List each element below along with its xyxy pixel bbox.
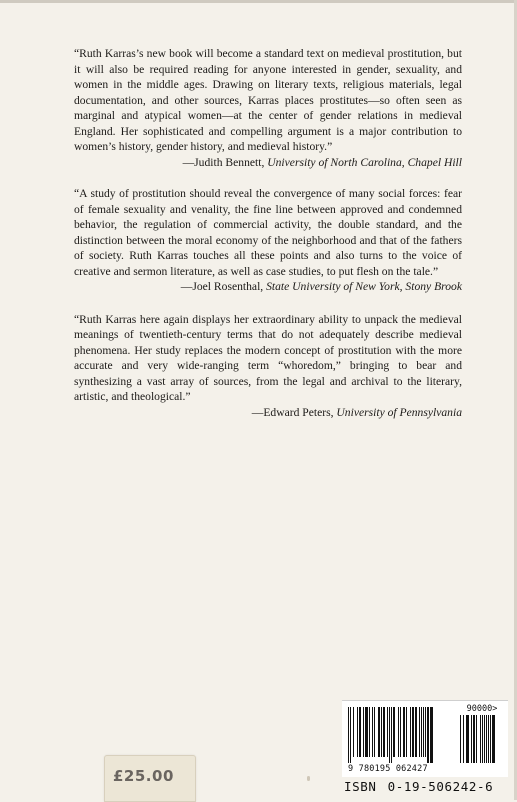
barcode-stripe bbox=[476, 715, 477, 763]
barcode-stripe bbox=[381, 707, 382, 757]
barcode-stripe bbox=[484, 715, 485, 763]
price-label: £25.00 bbox=[113, 767, 174, 785]
barcode-stripe bbox=[391, 707, 392, 763]
barcode-stripe bbox=[421, 707, 422, 757]
blurb-author: —Edward Peters, bbox=[251, 405, 337, 419]
barcode-stripe bbox=[466, 715, 469, 763]
ean-digits: 9 780195 062427 bbox=[348, 764, 428, 774]
barcode-stripe bbox=[403, 707, 405, 757]
barcode-stripe bbox=[412, 707, 414, 757]
barcode-stripe bbox=[365, 707, 368, 757]
endorsement-peters bbox=[74, 312, 462, 421]
barcode-stripe bbox=[482, 715, 483, 763]
blurb-quote: “A study of prostitution should reveal the convergence of many social forces: fear of female sexuality and venality, the fine line between approved and condemned behavior, the regulation of commercial activity, the double standard, and the distinction between the moral economy of the neighborhood and that of the fathers of society. Ruth Karras touches all these points and also turns to the voice of creative and sermon literature, as well as case studies, to put flesh on the tale.” bbox=[74, 187, 462, 278]
cover-top-edge bbox=[0, 0, 517, 3]
barcode-stripe bbox=[348, 707, 349, 763]
barcode-stripe bbox=[480, 715, 481, 763]
ean-barcode bbox=[348, 707, 453, 763]
blurb-quote: “Ruth Karras’s new book will become a standard text on medieval prostitution, but it will also be required reading for anyone interested in gender, sexuality, and women in the middle ages. Drawing on literary texts, religious materials, legal documentation, and other sources, Karras places prostitutes—so often seen as marginal and atypical women—at the center of gender relations in medieval England. Her sophisticated and compelling argument is a major contribution to women’s history, gender history, and medieval history.” bbox=[74, 47, 462, 153]
blurb-attribution bbox=[74, 155, 462, 171]
barcode-stripe bbox=[410, 707, 411, 757]
barcode-stripe bbox=[471, 715, 472, 763]
barcode-stripe bbox=[463, 715, 464, 763]
barcode-stripe bbox=[430, 707, 433, 763]
blurb-institution: State University of New York, Stony Brook bbox=[266, 280, 462, 293]
barcode-stripe bbox=[486, 715, 487, 763]
isbn-number: ISBN 0-19-506242-6 bbox=[344, 779, 494, 794]
barcode-stripe bbox=[492, 715, 495, 763]
barcode-stripe bbox=[473, 715, 475, 763]
blurb-attribution bbox=[74, 405, 462, 421]
price-addon-barcode bbox=[460, 715, 504, 763]
price-addon-digits: 90000> bbox=[466, 704, 498, 714]
barcode-stripe bbox=[393, 707, 395, 757]
barcode-stripe bbox=[357, 707, 358, 757]
barcode-stripe bbox=[363, 707, 364, 757]
price-sticker bbox=[104, 755, 196, 802]
barcode-stripe bbox=[419, 707, 420, 757]
blurb-attribution bbox=[74, 279, 462, 295]
barcode-stripe bbox=[400, 707, 401, 757]
barcode-stripe bbox=[406, 707, 407, 757]
barcode-stripe bbox=[387, 707, 388, 757]
blurb-author: —Judith Bennett, bbox=[182, 155, 268, 169]
barcode-stripe bbox=[425, 707, 426, 757]
barcode-panel bbox=[342, 700, 508, 777]
endorsement-rosenthal bbox=[74, 186, 462, 295]
barcode-stripe bbox=[488, 715, 489, 763]
barcode-stripe bbox=[389, 707, 390, 763]
blurb-institution: University of Pennsylvania bbox=[336, 405, 462, 419]
barcode-stripe bbox=[423, 707, 424, 757]
blurb-institution: University of North Carolina, Chapel Hill bbox=[267, 155, 462, 169]
barcode-stripe bbox=[383, 707, 385, 757]
barcode-stripe bbox=[460, 715, 461, 763]
blurb-quote: “Ruth Karras here again displays her extraordinary ability to unpack the medieval meanings of twentieth-century terms that do not adequately describe medieval phenomena. Her study replaces the modern concept of prostitution with the more accurate and very wide-ranging term “whoredom,” bringing to bear and synthesizing a vast array of sources, from the legal and archival to the literary, artistic, and theological.” bbox=[74, 312, 462, 403]
endorsement-bennett bbox=[74, 46, 462, 170]
barcode-stripe bbox=[359, 707, 361, 757]
blurb-author: —Joel Rosenthal, bbox=[180, 280, 267, 293]
barcode-stripe bbox=[372, 707, 373, 757]
barcode-stripe bbox=[350, 707, 351, 763]
barcode-stripe bbox=[415, 707, 417, 757]
barcode-stripe bbox=[374, 707, 375, 757]
endorsements bbox=[74, 46, 462, 420]
barcode-stripe bbox=[369, 707, 370, 757]
barcode-stripe bbox=[398, 707, 399, 757]
barcode-stripe bbox=[490, 715, 491, 763]
barcode-stripe bbox=[427, 707, 429, 763]
barcode-stripe bbox=[353, 707, 354, 757]
barcode-stripe bbox=[378, 707, 380, 757]
cover-blemish bbox=[307, 776, 310, 781]
